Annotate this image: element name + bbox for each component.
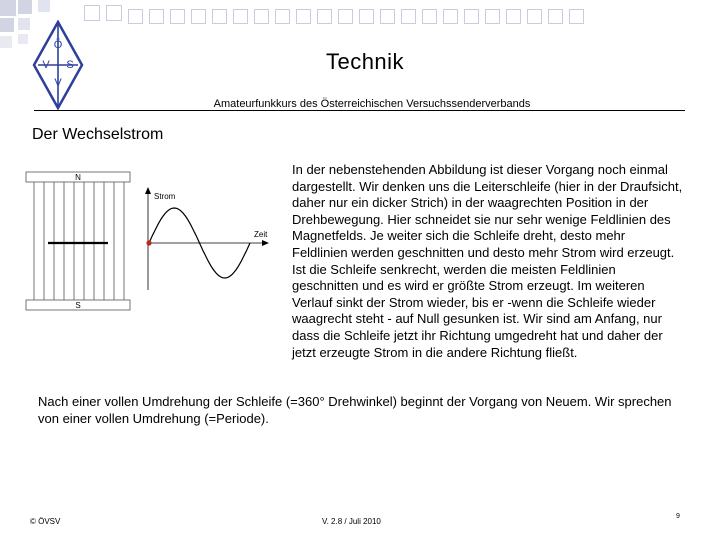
alternating-current-figure	[22, 170, 280, 320]
deco-square	[275, 9, 290, 24]
north-label: N	[75, 173, 81, 182]
footer-copyright: © ÖVSV	[30, 517, 61, 526]
deco-square	[296, 9, 311, 24]
deco-square	[506, 9, 521, 24]
start-point	[146, 240, 151, 245]
x-axis-arrow	[262, 240, 269, 246]
deco-square	[569, 9, 584, 24]
logo-letter: S	[66, 59, 74, 71]
deco-square	[443, 9, 458, 24]
page-title: Technik	[325, 49, 405, 74]
deco-square	[170, 9, 185, 24]
deco-square	[422, 9, 437, 24]
deco-square	[317, 9, 332, 24]
deco-square	[527, 9, 542, 24]
logo-letter: Ö	[53, 39, 63, 51]
deco-square	[464, 9, 479, 24]
deco-square	[254, 9, 269, 24]
header-rule	[34, 110, 685, 111]
deco-square	[18, 0, 32, 14]
south-label: S	[75, 301, 81, 310]
deco-square	[18, 18, 30, 30]
deco-square	[128, 9, 143, 24]
y-axis-arrow	[145, 187, 151, 194]
current-graph	[145, 187, 269, 290]
top-square-row	[128, 9, 720, 23]
oevsv-logo	[32, 20, 84, 110]
magnet-diagram	[26, 172, 130, 310]
deco-square	[0, 36, 12, 48]
page-number: 9	[676, 513, 680, 520]
deco-square	[191, 9, 206, 24]
deco-square	[485, 9, 500, 24]
deco-square	[38, 0, 50, 12]
deco-square	[18, 34, 28, 44]
deco-square	[212, 9, 227, 24]
section-heading: Der Wechselstrom	[32, 126, 164, 143]
body-paragraph-2: Nach einer vollen Umdrehung der Schleife (=360° Drehwinkel) beginnt der Vorgang von Neuem. Wir sprechen von einer vollen Umdrehung (=Periode).	[38, 394, 672, 426]
body-paragraph-1: In der nebenstehenden Abbildung ist dieser Vorgang noch einmal dargestellt. Wir denken uns die Leiterschleife (hier in der Draufsicht, daher nur ein dicker Strich) in der waagrechten Position in der Drehbewegung. Hier schneidet sie nur sehr wenige Feldlinien des Magnetfelds. Je weiter sich die Schleife dreht, desto mehr Feldlinien werden geschnitten und desto mehr Strom wird erzeugt. Ist die Schleife senkrecht, werden die meisten Feldlinien geschnitten und es wird er größte Strom erzeugt. Im weiteren Verlauf sinkt der Strom wieder, bis er -wenn die Schleife wieder waagrecht steht - auf Null gesunken ist. Wir sind am Anfang, nur dass die Schleife jetzt ihr Richtung umgedreht hat und daher der jetzt erzeugte Strom in die andere Richtung fließt.	[292, 162, 683, 360]
page-subtitle: Amateurfunkkurs des Österreichischen Versuchssenderverbands	[213, 98, 531, 110]
footer-version: V. 2.8 / Juli 2010	[322, 517, 381, 526]
deco-square	[149, 9, 164, 24]
deco-square	[0, 18, 14, 32]
deco-square	[106, 5, 122, 21]
deco-square	[338, 9, 353, 24]
logo-letter: V	[42, 59, 50, 71]
deco-square	[233, 9, 248, 24]
deco-square	[359, 9, 374, 24]
deco-square	[380, 9, 395, 24]
logo-letter: V	[54, 77, 62, 89]
deco-square	[84, 5, 100, 21]
deco-square	[0, 0, 16, 16]
deco-square	[548, 9, 563, 24]
y-axis-label: Strom	[154, 192, 176, 201]
deco-square	[401, 9, 416, 24]
x-axis-label: Zeit	[254, 230, 268, 239]
